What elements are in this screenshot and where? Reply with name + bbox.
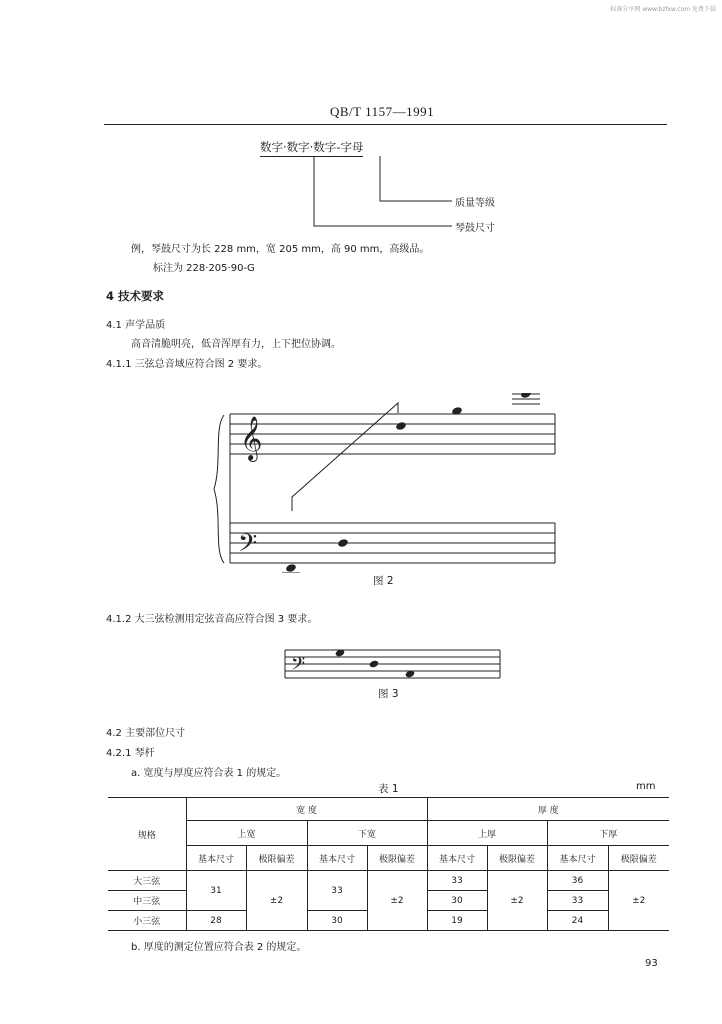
table-row: [108, 871, 669, 891]
section-4-1-body: 高音清脆明亮，低音浑厚有力，上下把位协调。: [131, 339, 341, 350]
cell-tolerance: ±2: [487, 871, 547, 931]
figure-2-caption: 图 2: [373, 575, 394, 587]
item-b: b. 厚度的测定位置应符合表 2 的规定。: [131, 942, 307, 953]
label-quality-grade: 质量等级: [455, 198, 495, 209]
section-4-2-1-heading: 4.2.1 琴杆: [106, 748, 155, 759]
cell-lower-width: 30: [307, 911, 367, 931]
section-4-heading: 4 技术要求: [106, 289, 165, 303]
label-drum-size: 琴鼓尺寸: [455, 223, 495, 234]
cell-tolerance: ±2: [608, 871, 669, 931]
header-tolerance: 极限偏差: [246, 846, 307, 871]
header-upper-thickness: 上厚: [427, 821, 547, 846]
header-basic: 基本尺寸: [186, 846, 246, 871]
header-thickness: 厚 度: [427, 798, 669, 821]
cell-tolerance: ±2: [367, 871, 427, 931]
table-1-unit: mm: [636, 781, 656, 792]
header-tolerance: 极限偏差: [367, 846, 427, 871]
example-line-1: 例，琴鼓尺寸为长 228 mm，宽 205 mm，高 90 mm，高级品。: [131, 244, 430, 255]
header-width: 宽 度: [186, 798, 427, 821]
header-upper-width: 上宽: [186, 821, 307, 846]
cell-upper-width: 28: [186, 911, 246, 931]
header-tolerance: 极限偏差: [487, 846, 547, 871]
watermark: 标准分享网 www.bzfxw.com 免费下载: [610, 6, 716, 13]
document-code: QB/T 1157—1991: [330, 104, 435, 119]
figure-2-range-staff: [0, 393, 722, 573]
item-a: a. 宽度与厚度应符合表 1 的规定。: [131, 768, 287, 779]
figure-3-tuning-staff: [0, 640, 722, 690]
header-basic: 基本尺寸: [547, 846, 608, 871]
section-4-1-2: 4.1.2 大三弦检测用定弦音高应符合图 3 要求。: [106, 614, 318, 625]
header-basic: 基本尺寸: [427, 846, 487, 871]
cell-lower-thickness: 24: [547, 911, 608, 931]
figure-3-caption: 图 3: [378, 688, 399, 700]
cell-upper-thickness: 33: [427, 871, 487, 891]
cell-upper-thickness: 19: [427, 911, 487, 931]
table-1-title: 表 1: [378, 783, 399, 795]
svg-text:𝄢: 𝄢: [238, 529, 258, 564]
marking-leader-lines: [0, 0, 722, 240]
cell-lower-width: 33: [307, 871, 367, 911]
cell-upper-width: 31: [186, 871, 246, 911]
cell-lower-thickness: 36: [547, 871, 608, 891]
header-basic: 基本尺寸: [307, 846, 367, 871]
row-name: 大三弦: [108, 871, 186, 891]
marking-format: 数字·数字·数字-字母: [260, 139, 363, 157]
page-number: 93: [645, 958, 658, 969]
cell-upper-thickness: 30: [427, 891, 487, 911]
cell-tolerance: ±2: [246, 871, 307, 931]
section-4-1-1: 4.1.1 三弦总音域应符合图 2 要求。: [106, 359, 268, 370]
row-name: 小三弦: [108, 911, 186, 931]
header-tolerance: 极限偏差: [608, 846, 669, 871]
header-lower-width: 下宽: [307, 821, 427, 846]
example-line-2: 标注为 228·205·90-G: [153, 263, 255, 274]
row-name: 中三弦: [108, 891, 186, 911]
header-lower-thickness: 下厚: [547, 821, 669, 846]
table-1: [108, 797, 669, 931]
cell-lower-thickness: 33: [547, 891, 608, 911]
svg-text:𝄞: 𝄞: [240, 416, 263, 460]
header-spec: 规格: [108, 798, 186, 871]
section-4-2-heading: 4.2 主要部位尺寸: [106, 728, 186, 739]
section-4-1-heading: 4.1 声学品质: [106, 320, 166, 331]
svg-text:𝄢: 𝄢: [291, 654, 306, 679]
